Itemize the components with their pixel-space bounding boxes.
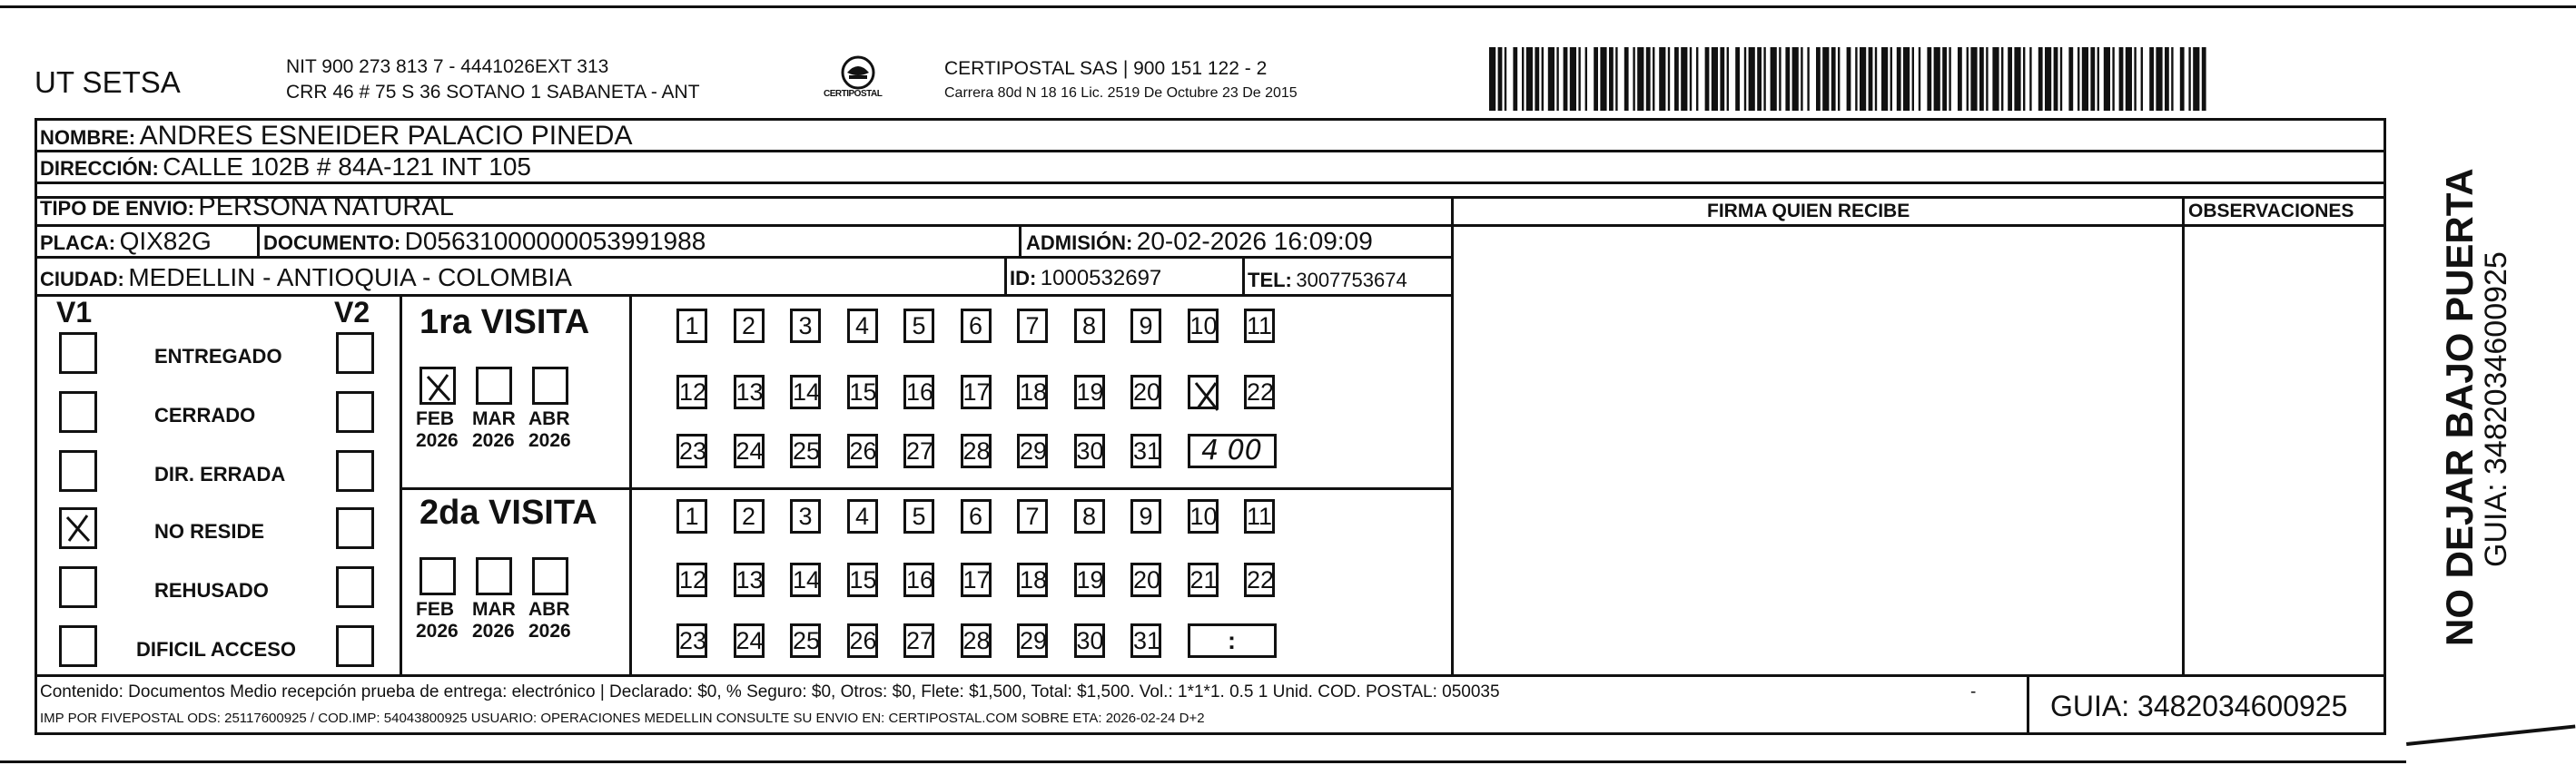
day-cell[interactable]: 4 <box>847 499 878 534</box>
cell-divider <box>1004 258 1007 295</box>
barcode-bar <box>1735 47 1740 111</box>
status-label: ENTREGADO <box>154 345 282 368</box>
v2-header: V2 <box>334 296 370 329</box>
v2-checkbox[interactable] <box>336 391 374 433</box>
barcode-bar <box>1727 47 1729 111</box>
year-label: 2026 <box>472 430 515 451</box>
day-cell[interactable]: 25 <box>790 623 821 658</box>
barcode-bar <box>1548 47 1554 111</box>
day-cell[interactable]: 23 <box>676 623 707 658</box>
day-cell[interactable]: 11 <box>1244 309 1275 343</box>
barcode-bar <box>1659 47 1665 111</box>
barcode-bar <box>2068 47 2073 111</box>
barcode-bar <box>1668 47 1670 111</box>
second-visit-title: 2da VISITA <box>419 494 597 532</box>
day-cell[interactable]: 7 <box>1017 309 1048 343</box>
barcode-bar <box>1838 47 1840 111</box>
day-cell[interactable]: 31 <box>1130 434 1161 468</box>
day-cell[interactable]: 24 <box>734 434 765 468</box>
month-label: MAR <box>472 599 516 620</box>
v1-checkbox[interactable] <box>59 450 97 492</box>
barcode-bar <box>2180 47 2185 111</box>
day-cell[interactable]: 14 <box>790 375 821 409</box>
barcode-bar <box>1556 47 1558 111</box>
v2-checkbox[interactable] <box>336 332 374 374</box>
day-cell[interactable]: 15 <box>847 375 878 409</box>
barcode-bar <box>1681 47 1687 111</box>
tipo-value: PERSONA NATURAL <box>198 192 454 221</box>
year-label: 2026 <box>472 621 515 642</box>
day-cell[interactable]: 12 <box>676 563 707 597</box>
barcode-bar <box>1615 47 1617 111</box>
contenido-dash: - <box>1970 682 1977 701</box>
barcode-bar <box>2193 47 2199 111</box>
day-cell[interactable]: 13 <box>734 563 765 597</box>
day-cell[interactable]: 12 <box>676 375 707 409</box>
barcode-bar <box>1881 47 1888 111</box>
barcode-bar <box>1979 47 1984 111</box>
tel-cell <box>1248 269 1407 292</box>
barcode-bar <box>1705 47 1710 111</box>
day-cell[interactable]: 18 <box>1017 375 1048 409</box>
month-checkbox[interactable] <box>532 557 568 595</box>
barcode-bar <box>2078 47 2079 111</box>
barcode-bar <box>1498 47 1503 111</box>
barcode-bar <box>1513 47 1517 111</box>
page-curl-edge <box>2406 724 2575 746</box>
barcode-bar <box>2126 47 2132 111</box>
day-cell[interactable]: 2 <box>734 309 765 343</box>
month-label: ABR <box>528 408 570 429</box>
barcode-bar <box>1646 47 1651 111</box>
barcode-bar <box>1763 47 1765 111</box>
imp-line: IMP POR FIVEPOSTAL ODS: 25117600925 / COD.IMP: 54043800925 USUARIO: OPERACIONES MEDELLIN CONSULTE SU ENVIO EN: CERTIPOSTAL.COM SOBRE ETA: 2026-02-24 D+2 <box>40 711 1205 726</box>
barcode-bar <box>1927 47 1931 111</box>
barcode-bar <box>2112 47 2114 111</box>
month-label: MAR <box>472 408 516 429</box>
day-cell[interactable]: 21 <box>1188 563 1219 597</box>
barcode-bar <box>1749 47 1755 111</box>
observaciones-header: OBSERVACIONES <box>2188 201 2354 221</box>
row-divider <box>35 181 2386 184</box>
barcode-bar <box>2119 47 2124 111</box>
day-cell[interactable]: 9 <box>1130 309 1161 343</box>
barcode-bar <box>1570 47 1576 111</box>
day-cell[interactable]: 31 <box>1130 623 1161 658</box>
barcode-bar <box>2097 47 2099 111</box>
barcode-bar <box>1505 47 1506 111</box>
row-divider <box>35 294 1454 297</box>
cell-divider <box>1242 258 1245 295</box>
day-cell[interactable]: 17 <box>961 375 992 409</box>
company-address: CRR 46 # 75 S 36 SOTANO 1 SABANETA - ANT <box>286 82 700 103</box>
barcode-bar <box>1585 47 1587 111</box>
day-cell[interactable]: 22 <box>1244 375 1275 409</box>
day-cell[interactable]: 8 <box>1074 499 1105 534</box>
barcode-bar <box>1578 47 1580 111</box>
barcode-bar <box>1970 47 1977 111</box>
courier-line: CERTIPOSTAL SAS | 900 151 122 - 2 <box>944 58 1268 79</box>
barcode <box>1489 47 2206 111</box>
barcode-bar <box>1696 47 1698 111</box>
barcode-bar <box>2090 47 2095 111</box>
day-cell[interactable]: 7 <box>1017 499 1048 534</box>
status-label: DIFICIL ACCESO <box>136 638 297 661</box>
barcode-bar <box>1779 47 1781 111</box>
status-visit-divider <box>400 296 402 674</box>
page-bottom-edge <box>0 760 2406 763</box>
day-cell[interactable]: 27 <box>903 623 934 658</box>
barcode-bar <box>1744 47 1746 111</box>
day-cell[interactable]: 2 <box>734 499 765 534</box>
barcode-bar <box>1637 47 1643 111</box>
visit-divider <box>402 487 1453 490</box>
barcode-bar <box>1986 47 1988 111</box>
status-label: CERRADO <box>154 404 256 427</box>
barcode-bar <box>1720 47 1724 111</box>
footer-divider <box>35 674 2386 677</box>
barcode-bar <box>2014 47 2020 111</box>
barcode-bar <box>2029 47 2031 111</box>
day-cell[interactable]: 5 <box>903 309 934 343</box>
nombre-label: NOMBRE: <box>40 126 136 149</box>
firma-header: FIRMA QUIEN RECIBE <box>1707 201 1910 221</box>
barcode-bar <box>2054 47 2058 111</box>
barcode-bar <box>1816 47 1821 111</box>
barcode-bar <box>1855 47 1857 111</box>
day-cell[interactable]: 20 <box>1130 375 1161 409</box>
v1-checkbox[interactable] <box>59 332 97 374</box>
day-cell[interactable]: 25 <box>790 434 821 468</box>
month-checkbox[interactable] <box>419 557 456 595</box>
barcode-bar <box>2165 47 2169 111</box>
day-cell[interactable]: 19 <box>1074 375 1105 409</box>
v1-checkbox[interactable] <box>59 566 97 608</box>
day-cell[interactable]: 30 <box>1074 434 1105 468</box>
barcode-bar <box>2082 47 2088 111</box>
day-cell[interactable]: 6 <box>961 309 992 343</box>
v1-checkbox[interactable] <box>59 507 97 549</box>
id-cell <box>1010 266 1161 291</box>
barcode-bar <box>1942 47 1947 111</box>
barcode-bar <box>1801 47 1802 111</box>
year-label: 2026 <box>416 621 459 642</box>
direccion-value: CALLE 102B # 84A-121 INT 105 <box>163 152 531 181</box>
year-label: 2026 <box>528 430 571 451</box>
day-cell[interactable]: 5 <box>903 499 934 534</box>
v1-header: V1 <box>56 296 93 329</box>
company-name: UT SETSA <box>35 65 181 99</box>
nombre-value: ANDRES ESNEIDER PALACIO PINEDA <box>139 121 633 151</box>
nombre-row <box>40 121 632 152</box>
barcode-bar <box>1600 47 1606 111</box>
status-label: REHUSADO <box>154 579 269 602</box>
admision-cell <box>1026 227 1373 256</box>
day-cell[interactable]: 16 <box>903 563 934 597</box>
no-dejar-bajo-puerta: NO DEJAR BAJO PUERTA <box>2438 168 2481 646</box>
day-cell[interactable]: 13 <box>734 375 765 409</box>
month-label: FEB <box>416 408 454 429</box>
day-cell[interactable]: 18 <box>1017 563 1048 597</box>
barcode-bar <box>1958 47 1962 111</box>
day-cell[interactable]: 1 <box>676 309 707 343</box>
tel-value: 3007753674 <box>1296 269 1407 291</box>
day-cell[interactable]: 16 <box>903 375 934 409</box>
barcode-bar <box>1949 47 1950 111</box>
v2-checkbox[interactable] <box>336 507 374 549</box>
day-cell[interactable]: 10 <box>1188 309 1219 343</box>
day-cell[interactable]: 19 <box>1074 563 1105 597</box>
firma-column-left <box>1451 196 1454 674</box>
day-cell[interactable]: 26 <box>847 623 878 658</box>
barcode-bar <box>1564 47 1568 111</box>
visit-days-divider <box>629 296 632 674</box>
barcode-bar <box>1633 47 1634 111</box>
day-cell[interactable]: 30 <box>1074 623 1105 658</box>
row-divider <box>35 256 1454 259</box>
ciudad-label: CIUDAD: <box>40 268 124 290</box>
barcode-bar <box>1674 47 1679 111</box>
month-checkbox[interactable] <box>419 367 456 405</box>
barcode-bar <box>2060 47 2062 111</box>
year-label: 2026 <box>528 621 571 642</box>
day-cell[interactable]: 22 <box>1244 563 1275 597</box>
barcode-bar <box>1594 47 1598 111</box>
day-cell[interactable]: 15 <box>847 563 878 597</box>
barcode-bar <box>1860 47 1866 111</box>
barcode-bar <box>1869 47 1873 111</box>
month-label: ABR <box>528 599 570 620</box>
barcode-bar <box>1847 47 1851 111</box>
barcode-bar <box>1624 47 1629 111</box>
barcode-bar <box>2156 47 2162 111</box>
tipo-label: TIPO DE ENVIO: <box>40 197 194 220</box>
day-cell[interactable]: 14 <box>790 563 821 597</box>
v1-checkbox[interactable] <box>59 625 97 667</box>
day-cell[interactable]: 24 <box>734 623 765 658</box>
month-checkbox[interactable] <box>476 367 512 405</box>
admision-label: ADMISIÓN: <box>1026 231 1133 254</box>
day-cell[interactable]: 28 <box>961 623 992 658</box>
barcode-bar <box>1609 47 1614 111</box>
barcode-bar <box>1757 47 1762 111</box>
id-value: 1000532697 <box>1040 266 1162 290</box>
day-cell[interactable]: 23 <box>676 434 707 468</box>
documento-cell <box>263 227 706 256</box>
barcode-bar <box>1992 47 1999 111</box>
barcode-bar <box>2171 47 2173 111</box>
nit-line: NIT 900 273 813 7 - 4441026EXT 313 <box>286 56 609 77</box>
v2-checkbox[interactable] <box>336 566 374 608</box>
barcode-bar <box>1822 47 1829 111</box>
day-cell[interactable]: 17 <box>961 563 992 597</box>
month-checkbox[interactable] <box>476 557 512 595</box>
logo-text: CERTIPOSTAL <box>824 89 883 99</box>
barcode-bar <box>1522 47 1524 111</box>
barcode-bar <box>1653 47 1654 111</box>
barcode-bar <box>1489 47 1495 111</box>
barcode-bar <box>1526 47 1533 111</box>
barcode-bar <box>1967 47 1969 111</box>
day-cell[interactable]: 9 <box>1130 499 1161 534</box>
barcode-bar <box>1912 47 1914 111</box>
day-cell[interactable]: 8 <box>1074 309 1105 343</box>
day-cell[interactable]: 20 <box>1130 563 1161 597</box>
page-top-edge <box>0 5 2576 8</box>
barcode-bar <box>2104 47 2110 111</box>
barcode-bar <box>1712 47 1718 111</box>
barcode-bar <box>2188 47 2190 111</box>
barcode-bar <box>1934 47 1940 111</box>
first-visit-time[interactable]: 4 00 <box>1188 434 1277 468</box>
certipostal-logo <box>824 51 885 105</box>
barcode-bar <box>2141 47 2143 111</box>
barcode-bar <box>2134 47 2136 111</box>
barcode-bar <box>1903 47 1910 111</box>
barcode-bar <box>2038 47 2043 111</box>
day-cell[interactable]: 11 <box>1244 499 1275 534</box>
day-cell[interactable]: 29 <box>1017 434 1048 468</box>
side-guia: GUIA: 3482034600925 <box>2479 251 2513 567</box>
status-label: NO RESIDE <box>154 520 265 543</box>
id-label: ID: <box>1010 267 1037 289</box>
day-cell[interactable]: 3 <box>790 499 821 534</box>
documento-label: DOCUMENTO: <box>263 231 401 254</box>
barcode-bar <box>1771 47 1777 111</box>
day-cell[interactable]: 4 <box>847 309 878 343</box>
barcode-bar <box>1807 47 1809 111</box>
cell-divider <box>257 226 260 257</box>
barcode-bar <box>1792 47 1799 111</box>
ciudad-value: MEDELLIN - ANTIOQUIA - COLOMBIA <box>128 263 572 291</box>
admision-value: 20-02-2026 16:09:09 <box>1136 227 1373 255</box>
day-cell[interactable]: 29 <box>1017 623 1048 658</box>
barcode-bar <box>1919 47 1920 111</box>
placa-value: QIX82G <box>119 227 212 255</box>
footer-guia: GUIA: 3482034600925 <box>2050 690 2348 722</box>
day-cell[interactable]: 1 <box>676 499 707 534</box>
day-cell[interactable] <box>1188 375 1219 409</box>
license-line: Carrera 80d N 18 16 Lic. 2519 De Octubre 23 De 2015 <box>944 85 1298 101</box>
placa-cell <box>40 227 212 256</box>
direccion-row <box>40 152 531 181</box>
second-visit-time[interactable]: : <box>1188 623 1277 658</box>
first-visit-title: 1ra VISITA <box>419 303 590 341</box>
barcode-bar <box>1890 47 1892 111</box>
barcode-bar <box>1690 47 1692 111</box>
barcode-bar <box>2001 47 2003 111</box>
v1-checkbox[interactable] <box>59 391 97 433</box>
barcode-bar <box>1875 47 1877 111</box>
status-label: DIR. ERRADA <box>154 463 286 486</box>
barcode-bar <box>1785 47 1790 111</box>
day-cell[interactable]: 10 <box>1188 499 1219 534</box>
barcode-bar <box>1897 47 1901 111</box>
day-cell[interactable]: 6 <box>961 499 992 534</box>
barcode-bar <box>1535 47 1539 111</box>
year-label: 2026 <box>416 430 459 451</box>
day-cell[interactable]: 28 <box>961 434 992 468</box>
direccion-label: DIRECCIÓN: <box>40 157 159 180</box>
barcode-bar <box>2045 47 2051 111</box>
day-cell[interactable]: 3 <box>790 309 821 343</box>
observaciones-column-left <box>2182 196 2185 674</box>
barcode-bar <box>1542 47 1544 111</box>
month-checkbox[interactable] <box>532 367 568 405</box>
barcode-bar <box>2149 47 2154 111</box>
barcode-bar <box>1831 47 1836 111</box>
tipo-row <box>40 192 454 222</box>
day-cell[interactable]: 26 <box>847 434 878 468</box>
tel-label: TEL: <box>1248 269 1292 291</box>
barcode-bar <box>2008 47 2012 111</box>
v2-checkbox[interactable] <box>336 625 374 667</box>
documento-value: D05631000000053991988 <box>404 227 706 255</box>
month-label: FEB <box>416 599 454 620</box>
cell-divider <box>1019 226 1022 257</box>
v2-checkbox[interactable] <box>336 450 374 492</box>
ciudad-cell <box>40 263 572 292</box>
barcode-bar <box>2023 47 2025 111</box>
day-cell[interactable]: 27 <box>903 434 934 468</box>
barcode-bar <box>2202 47 2206 111</box>
placa-label: PLACA: <box>40 231 116 254</box>
contenido-line: Contenido: Documentos Medio recepción prueba de entrega: electrónico | Declarado: $0, % Seguro: $0, Otros: $0, Flete: $1,500, Total: $1,500. Vol.: 1*1*1. 0.5 1 Unid. COD. POSTAL: 050035 <box>40 682 1500 701</box>
footer-guia-divider <box>2027 674 2029 735</box>
